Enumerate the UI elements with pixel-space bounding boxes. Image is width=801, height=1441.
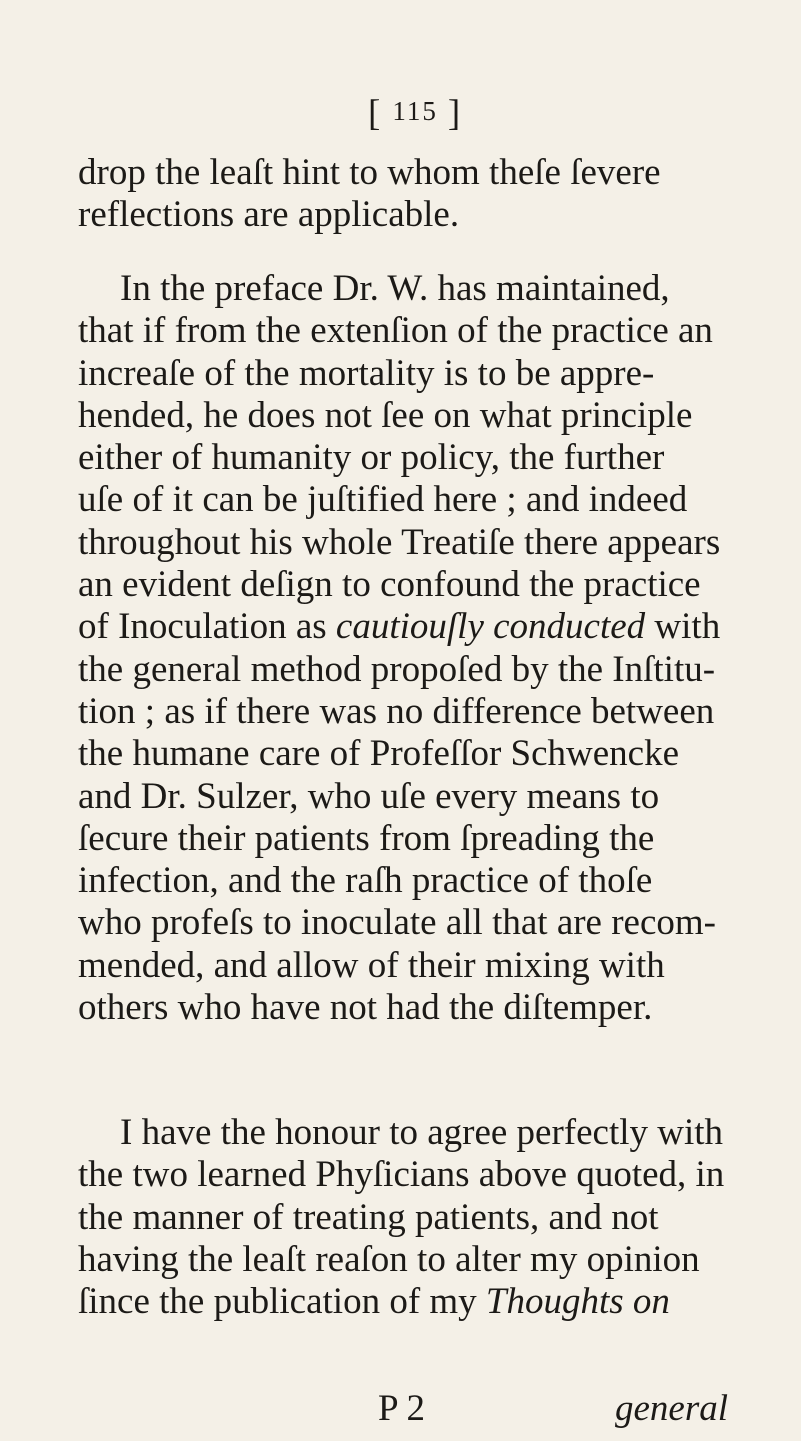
text-line: In the preface Dr. W. has maintained,	[120, 268, 670, 309]
header-bracket-close: ]	[447, 93, 463, 134]
paragraph-1	[78, 152, 728, 237]
text-line: others who have not had the diſtemper.	[78, 987, 653, 1029]
text-line: I have the honour to agree perfectly with	[120, 1112, 724, 1153]
text-segment: ſince the publication of my	[78, 1281, 477, 1323]
text-line: reflections are applicable.	[78, 194, 460, 236]
text-line: uſe of it can be juſtified here ; and indeed	[78, 479, 688, 521]
paragraph-2	[78, 268, 728, 1029]
text-line: ſecure their patients from ſpreading the	[78, 817, 655, 859]
text-line: the humane care of Profeſſor Schwencke	[78, 733, 679, 775]
text-line: hended, he does not ſee on what principle	[78, 394, 693, 436]
page-header	[368, 92, 462, 135]
text-line: tion ; as if there was no difference between	[78, 690, 715, 732]
text-line: the manner of treating patients, and not	[78, 1196, 659, 1238]
text-line: who profeſs to inoculate all that are recom-	[78, 902, 716, 944]
header-bracket-open: [	[368, 93, 383, 134]
text-line: the two learned Phyſicians above quoted, in	[78, 1154, 725, 1196]
text-line: having the leaſt reaſon to alter my opinion	[78, 1238, 700, 1280]
text-line: either of humanity or policy, the further	[78, 437, 665, 479]
text-line: the general method propoſed by the Inſtitu-	[78, 648, 716, 690]
text-line: drop the leaſt hint to whom theſe ſevere	[78, 152, 661, 193]
paragraph-3	[78, 1112, 728, 1323]
text-line: increaſe of the mortality is to be appre-	[78, 352, 655, 394]
text-segment: with	[654, 606, 721, 648]
text-line: infection, and the raſh practice of thoſe	[78, 860, 653, 902]
text-line: that if from the extenſion of the practice an	[78, 310, 713, 352]
text-line: mended, and allow of their mixing with	[78, 944, 665, 986]
text-segment: of Inoculation as	[78, 606, 327, 648]
page-number: 115	[392, 96, 438, 126]
catchword: general	[614, 1388, 728, 1429]
text-line: throughout his whole Treatiſe there appears	[78, 521, 721, 563]
signature-mark: P 2	[378, 1388, 425, 1429]
text-line	[78, 606, 728, 648]
italic-phrase: cautiouſly conducted	[335, 606, 646, 648]
text-line	[78, 1281, 728, 1323]
text-line: and Dr. Sulzer, who uſe every means to	[78, 775, 660, 817]
italic-title: Thoughts on	[485, 1281, 670, 1323]
text-line: an evident deſign to confound the practice	[78, 564, 701, 606]
page-footer	[78, 1387, 728, 1431]
